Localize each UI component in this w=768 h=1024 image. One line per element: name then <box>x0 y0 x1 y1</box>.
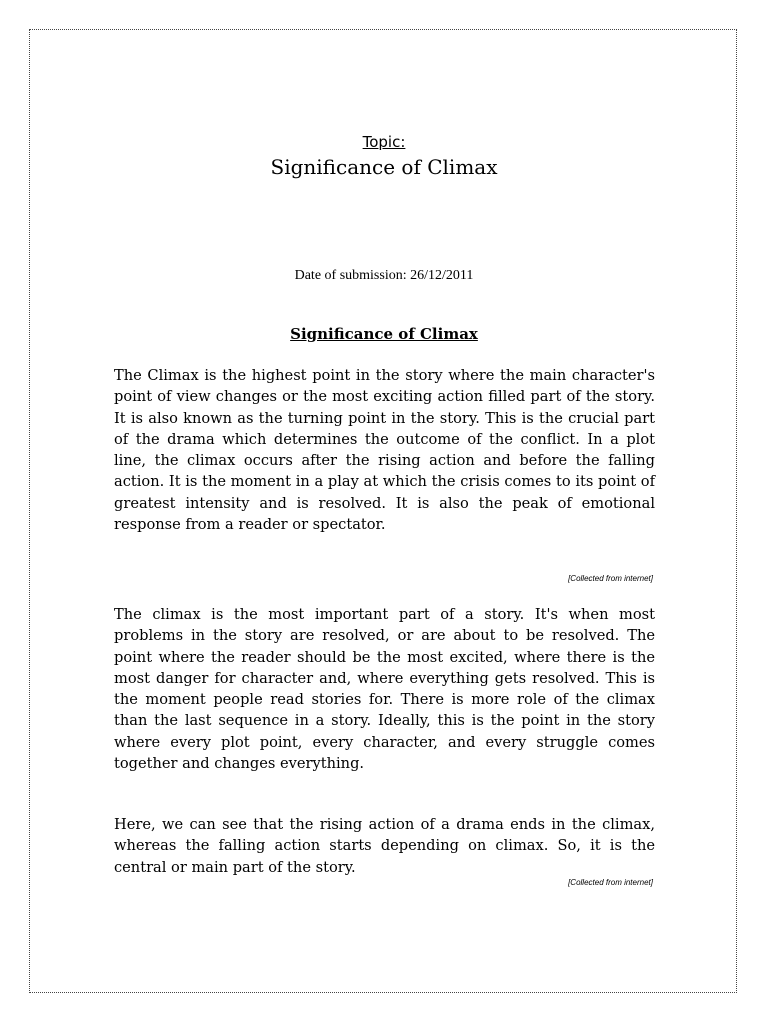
submission-date: Date of submission: 26/12/2011 <box>294 268 474 283</box>
paragraph-3: Here, we can see that the rising action of a drama ends in the climax, whereas the falling action starts depending on climax. So, it is the central or main part of the story. <box>114 816 655 876</box>
topic-title: Significance of Climax <box>270 155 498 179</box>
paragraph-1: The Climax is the highest point in the story where the main character's point of view changes or the most exciting action filled part of the story. It is also known as the turning point in the story. This is the crucial part of the drama which determines the outcome of the conflict. In a plot line, the climax occurs after the rising action and before the falling action. It is the moment in a play at which the crisis comes to its point of greatest intensity and is resolved. It is also the peak of emotional response from a reader or spectator. <box>114 367 655 534</box>
paragraph-2: The climax is the most important part of a story. It's when most problems in the story are resolved, or are about to be resolved. The point where the reader should be the most excited, where there is the most danger for character and, where everything gets resolved. This is the moment people read stories for. There is more role of the climax than the last sequence in a story. Ideally, this is the point in the story where every plot point, every character, and every struggle comes together and changes everything. <box>114 606 655 773</box>
section-heading: Significance of Climax <box>290 325 478 343</box>
topic-label: Topic: <box>362 133 406 151</box>
source-note-1: [Collected from internet] <box>568 574 653 583</box>
source-note-2: [Collected from internet] <box>568 878 653 887</box>
